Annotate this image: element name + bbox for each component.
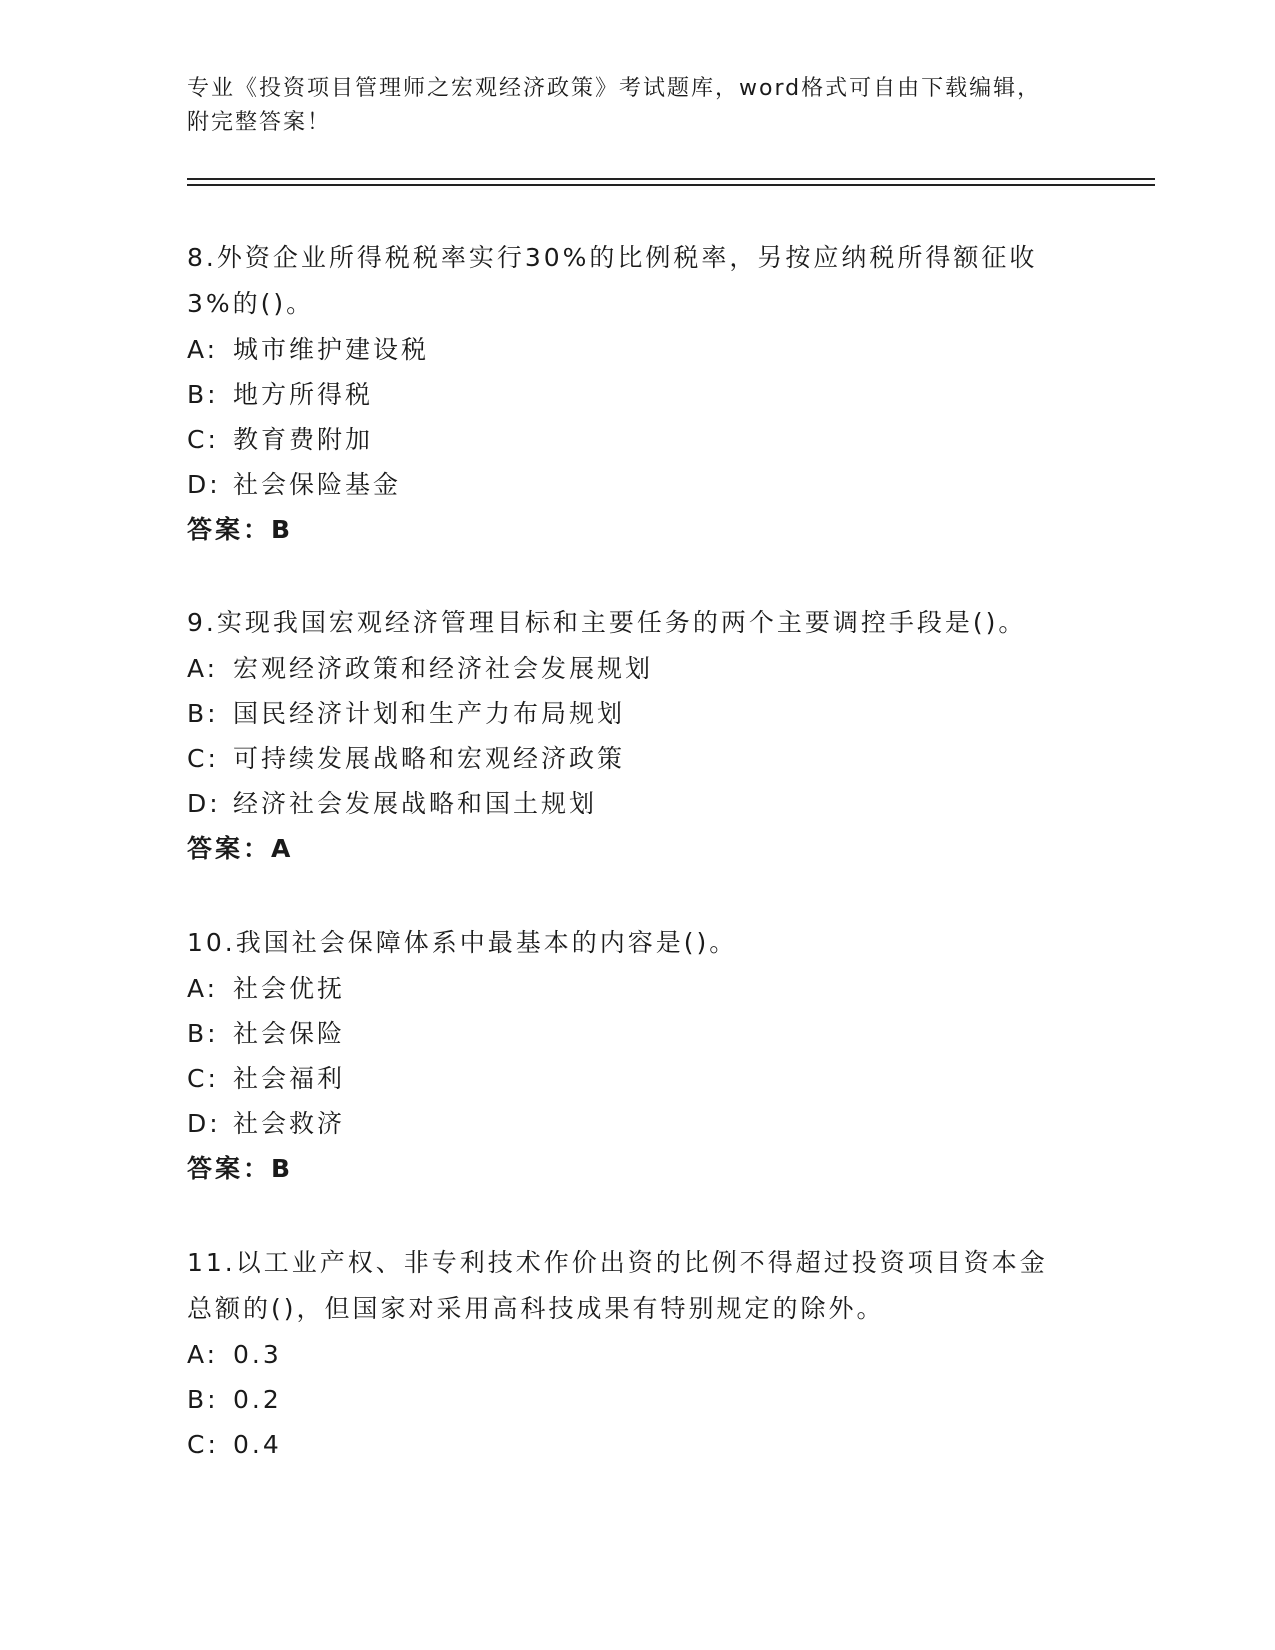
option-text: 社会保险 [233,1019,346,1048]
answer-label: 答案：B [187,515,294,544]
question-stem: 11.以工业产权、非专利技术作价出资的比例不得超过投资项目资本金 [187,1248,1048,1277]
option-c [187,417,1087,462]
question-8 [187,235,1087,553]
option-text: 社会保险基金 [233,470,402,499]
option-letter: D: [187,1109,221,1138]
option-letter: B: [187,1385,219,1414]
option-c [187,1056,1087,1101]
option-text: 宏观经济政策和经济社会发展规划 [233,654,654,683]
question-stem: 总额的()，但国家对采用高科技成果有特别规定的除外。 [187,1294,885,1323]
document-header [187,72,1087,140]
option-d [187,781,1087,826]
option-c [187,1422,1087,1467]
header-divider-top [187,178,1155,180]
option-text: 0.4 [233,1430,282,1459]
header-divider-bottom [187,184,1155,186]
option-text: 城市维护建设税 [233,335,430,364]
option-b [187,372,1087,417]
option-letter: A: [187,1340,219,1369]
option-text: 国民经济计划和生产力布局规划 [233,699,626,728]
option-text: 0.2 [233,1385,282,1414]
option-text: 社会福利 [233,1064,346,1093]
question-9 [187,600,1087,872]
option-text: 0.3 [233,1340,282,1369]
header-line-2: 附完整答案！ [187,110,332,135]
option-letter: A: [187,654,219,683]
question-11 [187,1240,1087,1467]
answer-label: 答案：A [187,834,294,863]
option-letter: A: [187,335,219,364]
option-letter: C: [187,425,219,454]
option-a [187,966,1087,1011]
option-text: 可持续发展战略和宏观经济政策 [233,744,626,773]
question-stem: 9.实现我国宏观经济管理目标和主要任务的两个主要调控手段是()。 [187,608,1027,637]
option-text: 社会救济 [233,1109,346,1138]
option-letter: C: [187,1430,219,1459]
option-a [187,327,1087,372]
option-letter: C: [187,1064,219,1093]
header-line-1: 专业《投资项目管理师之宏观经济政策》考试题库，word格式可自由下载编辑， [187,76,1042,101]
option-b [187,691,1087,736]
answer-label: 答案：B [187,1154,294,1183]
option-a [187,646,1087,691]
option-b [187,1377,1087,1422]
question-stem: 3%的()。 [187,289,315,318]
option-c [187,736,1087,781]
option-letter: B: [187,699,219,728]
option-letter: D: [187,470,221,499]
option-d [187,462,1087,507]
question-stem: 8.外资企业所得税税率实行30%的比例税率，另按应纳税所得额征收 [187,243,1038,272]
option-letter: A: [187,974,219,1003]
option-letter: B: [187,1019,219,1048]
option-letter: D: [187,789,221,818]
question-stem: 10.我国社会保障体系中最基本的内容是()。 [187,928,738,957]
question-10 [187,920,1087,1192]
option-text: 经济社会发展战略和国土规划 [233,789,598,818]
option-letter: B: [187,380,219,409]
option-letter: C: [187,744,219,773]
option-a [187,1332,1087,1377]
option-text: 社会优抚 [233,974,346,1003]
option-b [187,1011,1087,1056]
option-text: 地方所得税 [233,380,374,409]
option-text: 教育费附加 [233,425,374,454]
option-d [187,1101,1087,1146]
